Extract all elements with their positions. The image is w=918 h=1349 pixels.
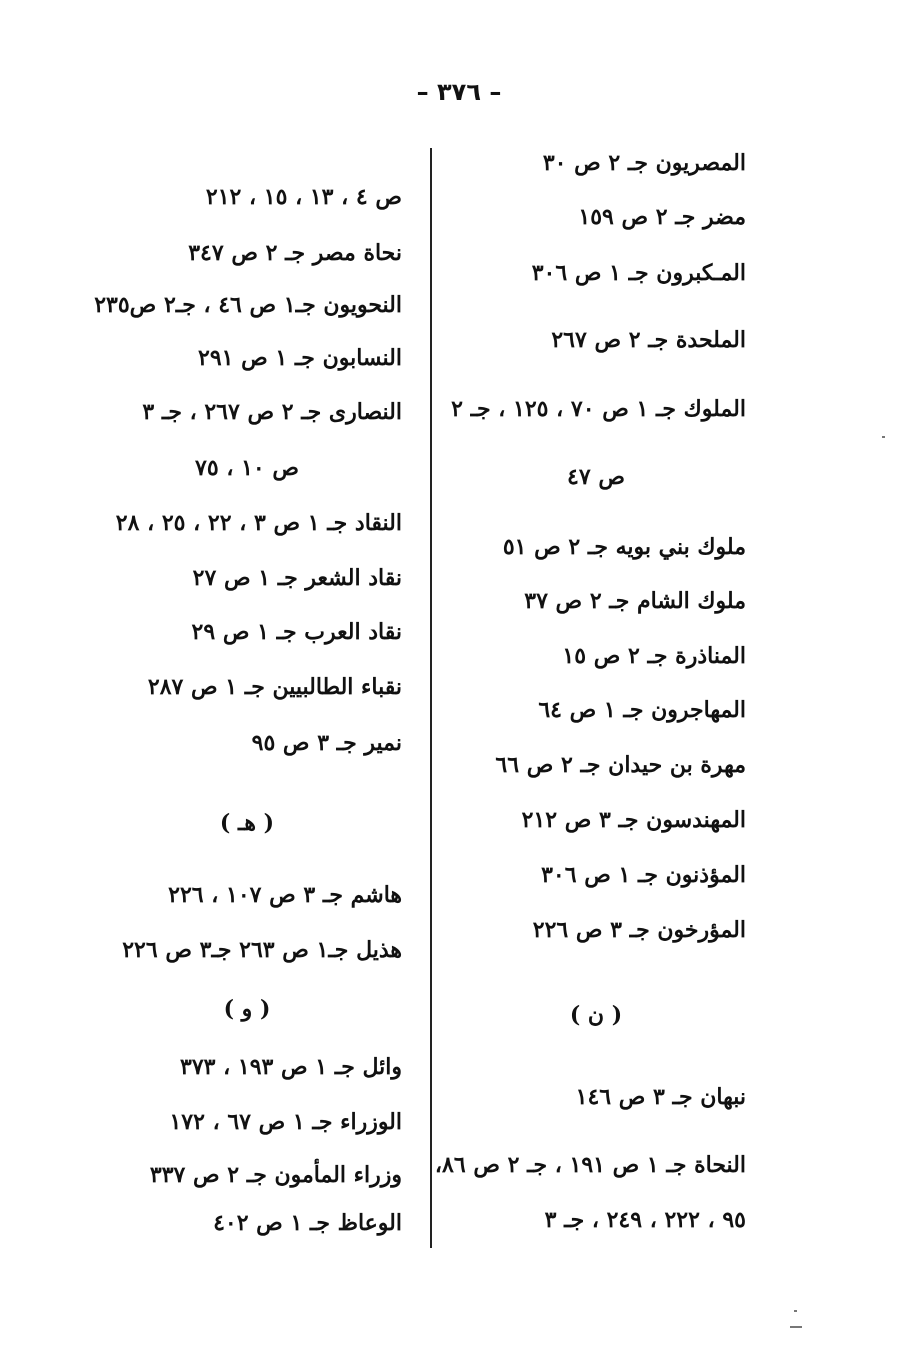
print-speck (790, 1326, 802, 1328)
index-entry: المـكبرون جـ ١ ص ٣٠٦ (531, 260, 746, 286)
index-entry: نقاد العرب جـ ١ ص ٢٩ (191, 619, 402, 645)
index-entry: وزراء المأمون جـ ٢ ص ٣٣٧ (149, 1162, 402, 1188)
index-entry: هذيل جـ١ ص ٢٦٣ جـ٣ ص ٢٢٦ (122, 937, 402, 963)
print-speck (794, 1310, 797, 1312)
index-entry: المصريون جـ ٢ ص ٣٠ (542, 150, 746, 176)
index-entry: المهاجرون جـ ١ ص ٦٤ (538, 697, 746, 723)
index-entry: مضر جـ ٢ ص ١٥٩ (578, 204, 746, 230)
index-entry: النحاة جـ ١ ص ١٩١ ، جـ ٢ ص ٨٦، (434, 1152, 746, 1178)
index-entry: نحاة مصر جـ ٢ ص ٣٤٧ (188, 240, 402, 266)
column-divider (430, 148, 432, 1248)
index-entry-continuation: ٩٥ ، ٢٢٢ ، ٢٤٩ ، جـ ٣ (544, 1207, 746, 1233)
index-entry: النقاد جـ ١ ص ٣ ، ٢٢ ، ٢٥ ، ٢٨ (115, 510, 402, 536)
index-entry: ملوك بني بويه جـ ٢ ص ٥١ (502, 534, 746, 560)
section-letter-heading: ( هـ ) (219, 810, 275, 836)
index-entry-continuation: ص ١٠ ، ٧٥ (195, 455, 299, 481)
print-speck (882, 436, 885, 438)
index-entry: النسابون جـ ١ ص ٢٩١ (198, 345, 402, 371)
index-entry: الوعاظ جـ ١ ص ٤٠٢ (213, 1210, 402, 1236)
index-entry: المهندسون جـ ٣ ص ٢١٢ (521, 807, 746, 833)
index-entry: الوزراء جـ ١ ص ٦٧ ، ١٧٢ (169, 1109, 402, 1135)
index-entry: نبهان جـ ٣ ص ١٤٦ (575, 1084, 746, 1110)
index-entry: النصارى جـ ٢ ص ٢٦٧ ، جـ ٣ (142, 399, 402, 425)
section-letter-heading: ( و ) (223, 996, 271, 1022)
index-entry: نمير جـ ٣ ص ٩٥ (251, 730, 402, 756)
index-entry: المؤذنون جـ ١ ص ٣٠٦ (541, 862, 746, 888)
index-entry: هاشم جـ ٣ ص ١٠٧ ، ٢٢٦ (168, 882, 402, 908)
index-entry: مهرة بن حيدان جـ ٢ ص ٦٦ (495, 752, 746, 778)
section-letter-heading: ( ن ) (569, 1002, 623, 1028)
index-entry: الملحدة جـ ٢ ص ٢٦٧ (551, 327, 746, 353)
index-entry-continuation: ص ٤ ، ١٣ ، ١٥ ، ٢١٢ (205, 184, 402, 210)
index-entry: المؤرخون جـ ٣ ص ٢٢٦ (532, 917, 746, 943)
page-number: – ٣٧٦ – (416, 78, 502, 106)
index-entry: نقاد الشعر جـ ١ ص ٢٧ (192, 565, 402, 591)
index-entry-continuation: ص ٤٧ (567, 464, 625, 490)
index-entry: المناذرة جـ ٢ ص ١٥ (562, 643, 746, 669)
index-entry: وائل جـ ١ ص ١٩٣ ، ٣٧٣ (180, 1054, 402, 1080)
index-entry: ملوك الشام جـ ٢ ص ٣٧ (524, 588, 746, 614)
index-entry: النحويون جـ١ ص ٤٦ ، جـ٢ ص٢٣٥ (94, 292, 402, 318)
index-entry: الملوك جـ ١ ص ٧٠ ، ١٢٥ ، جـ ٢ (451, 396, 746, 422)
index-entry: نقباء الطالبيين جـ ١ ص ٢٨٧ (147, 674, 402, 700)
